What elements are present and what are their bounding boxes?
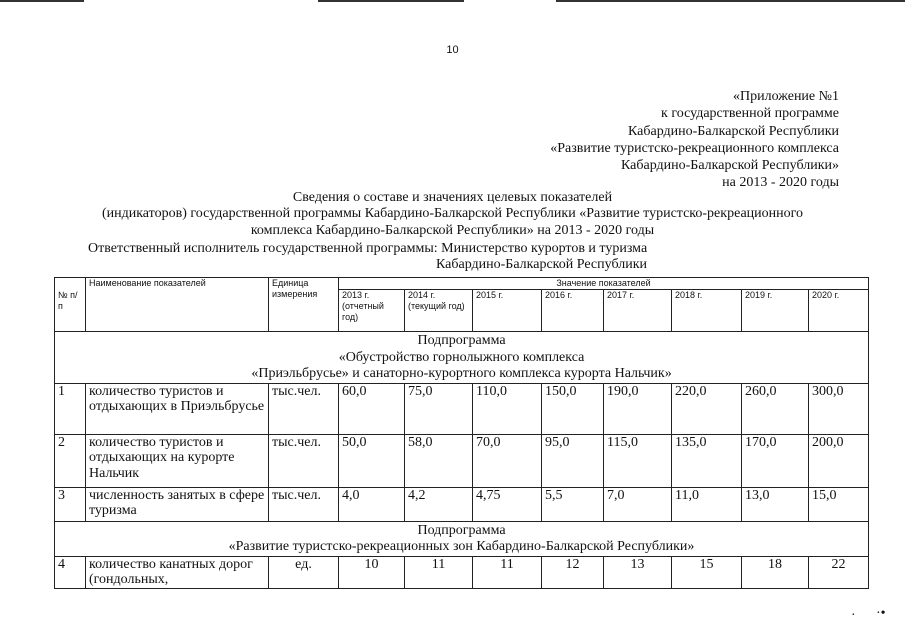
scan-speck: · (851, 608, 856, 623)
header-year: 2020 г. (809, 290, 869, 332)
row-value: 7,0 (604, 487, 672, 521)
row-value: 13,0 (742, 487, 809, 521)
row-value: 13 (604, 556, 672, 588)
row-value: 260,0 (742, 383, 809, 434)
subprogram-line: «Приэльбрусье» и санаторно-курортного комплекса курорта Нальчик» (251, 366, 672, 381)
table-row (55, 383, 869, 434)
row-value: 60,0 (339, 383, 405, 434)
row-value: 150,0 (542, 383, 604, 434)
row-value: 200,0 (809, 434, 869, 487)
table-row (55, 487, 869, 521)
row-num: 3 (55, 487, 86, 521)
document-title (0, 190, 905, 239)
header-year: 2016 г. (542, 290, 604, 332)
table-row (55, 434, 869, 487)
row-name: численность занятых в сфере туризма (86, 487, 269, 521)
page-number: 10 (446, 44, 459, 56)
subprogram-title (55, 332, 869, 384)
row-value: 115,0 (604, 434, 672, 487)
row-value: 11,0 (672, 487, 742, 521)
title-line: комплекса Кабардино-Балкарской Республики» на 2013 - 2020 годы (250, 222, 655, 238)
row-name: количество туристов и отдыхающих на курорте Нальчик (86, 434, 269, 487)
subprogram-row (55, 332, 869, 384)
row-value: 5,5 (542, 487, 604, 521)
appendix-line: Кабардино-Балкарской Республики (628, 123, 839, 139)
appendix-line: «Развитие туристско-рекреационного комплекса (550, 140, 839, 156)
row-unit: ед. (269, 556, 339, 588)
row-value: 11 (473, 556, 542, 588)
row-value: 95,0 (542, 434, 604, 487)
row-num: 2 (55, 434, 86, 487)
row-value: 4,2 (405, 487, 473, 521)
row-value: 190,0 (604, 383, 672, 434)
appendix-line: Кабардино-Балкарской Республики» (621, 158, 839, 174)
row-name: количество канатных дорог (гондольных, (86, 556, 269, 588)
row-value: 58,0 (405, 434, 473, 487)
row-value: 12 (542, 556, 604, 588)
row-value: 110,0 (473, 383, 542, 434)
row-unit: тыс.чел. (269, 434, 339, 487)
row-unit: тыс.чел. (269, 487, 339, 521)
row-value: 4,0 (339, 487, 405, 521)
row-value: 300,0 (809, 383, 869, 434)
appendix-line: «Приложение №1 (733, 89, 839, 104)
subprogram-line: «Обустройство горнолыжного комплекса (338, 349, 585, 365)
row-value: 135,0 (672, 434, 742, 487)
row-value: 170,0 (742, 434, 809, 487)
header-year: 2017 г. (604, 290, 672, 332)
subprogram-title (55, 521, 869, 556)
appendix-header (550, 88, 839, 192)
row-value: 220,0 (672, 383, 742, 434)
header-year: 2019 г. (742, 290, 809, 332)
row-num: 4 (55, 556, 86, 588)
header-row (55, 278, 869, 290)
subprogram-line: Подпрограмма (417, 522, 506, 538)
title-line: Сведения о составе и значениях целевых показателей (292, 190, 613, 205)
subprogram-line: Подпрограмма (417, 333, 506, 348)
row-value: 15,0 (809, 487, 869, 521)
subprogram-row (55, 521, 869, 556)
subprogram-line: «Развитие туристско-рекреационных зон Кабардино-Балкарской Республики» (228, 539, 695, 554)
row-value: 50,0 (339, 434, 405, 487)
table-row (55, 556, 869, 588)
row-value: 11 (405, 556, 473, 588)
responsible-line: Кабардино-Балкарской Республики (436, 257, 647, 272)
row-unit: тыс.чел. (269, 383, 339, 434)
row-value: 4,75 (473, 487, 542, 521)
scan-artifact (556, 0, 905, 2)
indicators-table (54, 277, 869, 589)
appendix-line: к государственной программе (661, 106, 839, 122)
row-value: 15 (672, 556, 742, 588)
title-line: (индикаторов) государственной программы Кабардино-Балкарской Республики «Развитие туристско-рекреационного (101, 206, 804, 222)
row-value: 22 (809, 556, 869, 588)
row-name: количество туристов и отдыхающих в Приэльбрусье (86, 383, 269, 434)
header-values-group: Значение показателей (339, 278, 869, 290)
header-year: 2014 г. (текущий год) (405, 290, 473, 332)
header-num: № п/п (55, 278, 86, 332)
scan-speck: ·• (876, 606, 886, 621)
row-value: 18 (742, 556, 809, 588)
header-unit: Единица измерения (269, 278, 339, 332)
row-value: 10 (339, 556, 405, 588)
responsible-line: Ответственный исполнитель государственной программы: Министерство курортов и туризма (88, 241, 648, 256)
row-num: 1 (55, 383, 86, 434)
header-name: Наименование показателей (86, 278, 269, 332)
row-value: 70,0 (473, 434, 542, 487)
scan-artifact (0, 0, 84, 2)
header-year: 2013 г. (отчетный год) (339, 290, 405, 332)
header-year: 2015 г. (473, 290, 542, 332)
header-year: 2018 г. (672, 290, 742, 332)
scan-artifact (318, 0, 464, 2)
appendix-line: на 2013 - 2020 годы (722, 175, 839, 191)
row-value: 75,0 (405, 383, 473, 434)
